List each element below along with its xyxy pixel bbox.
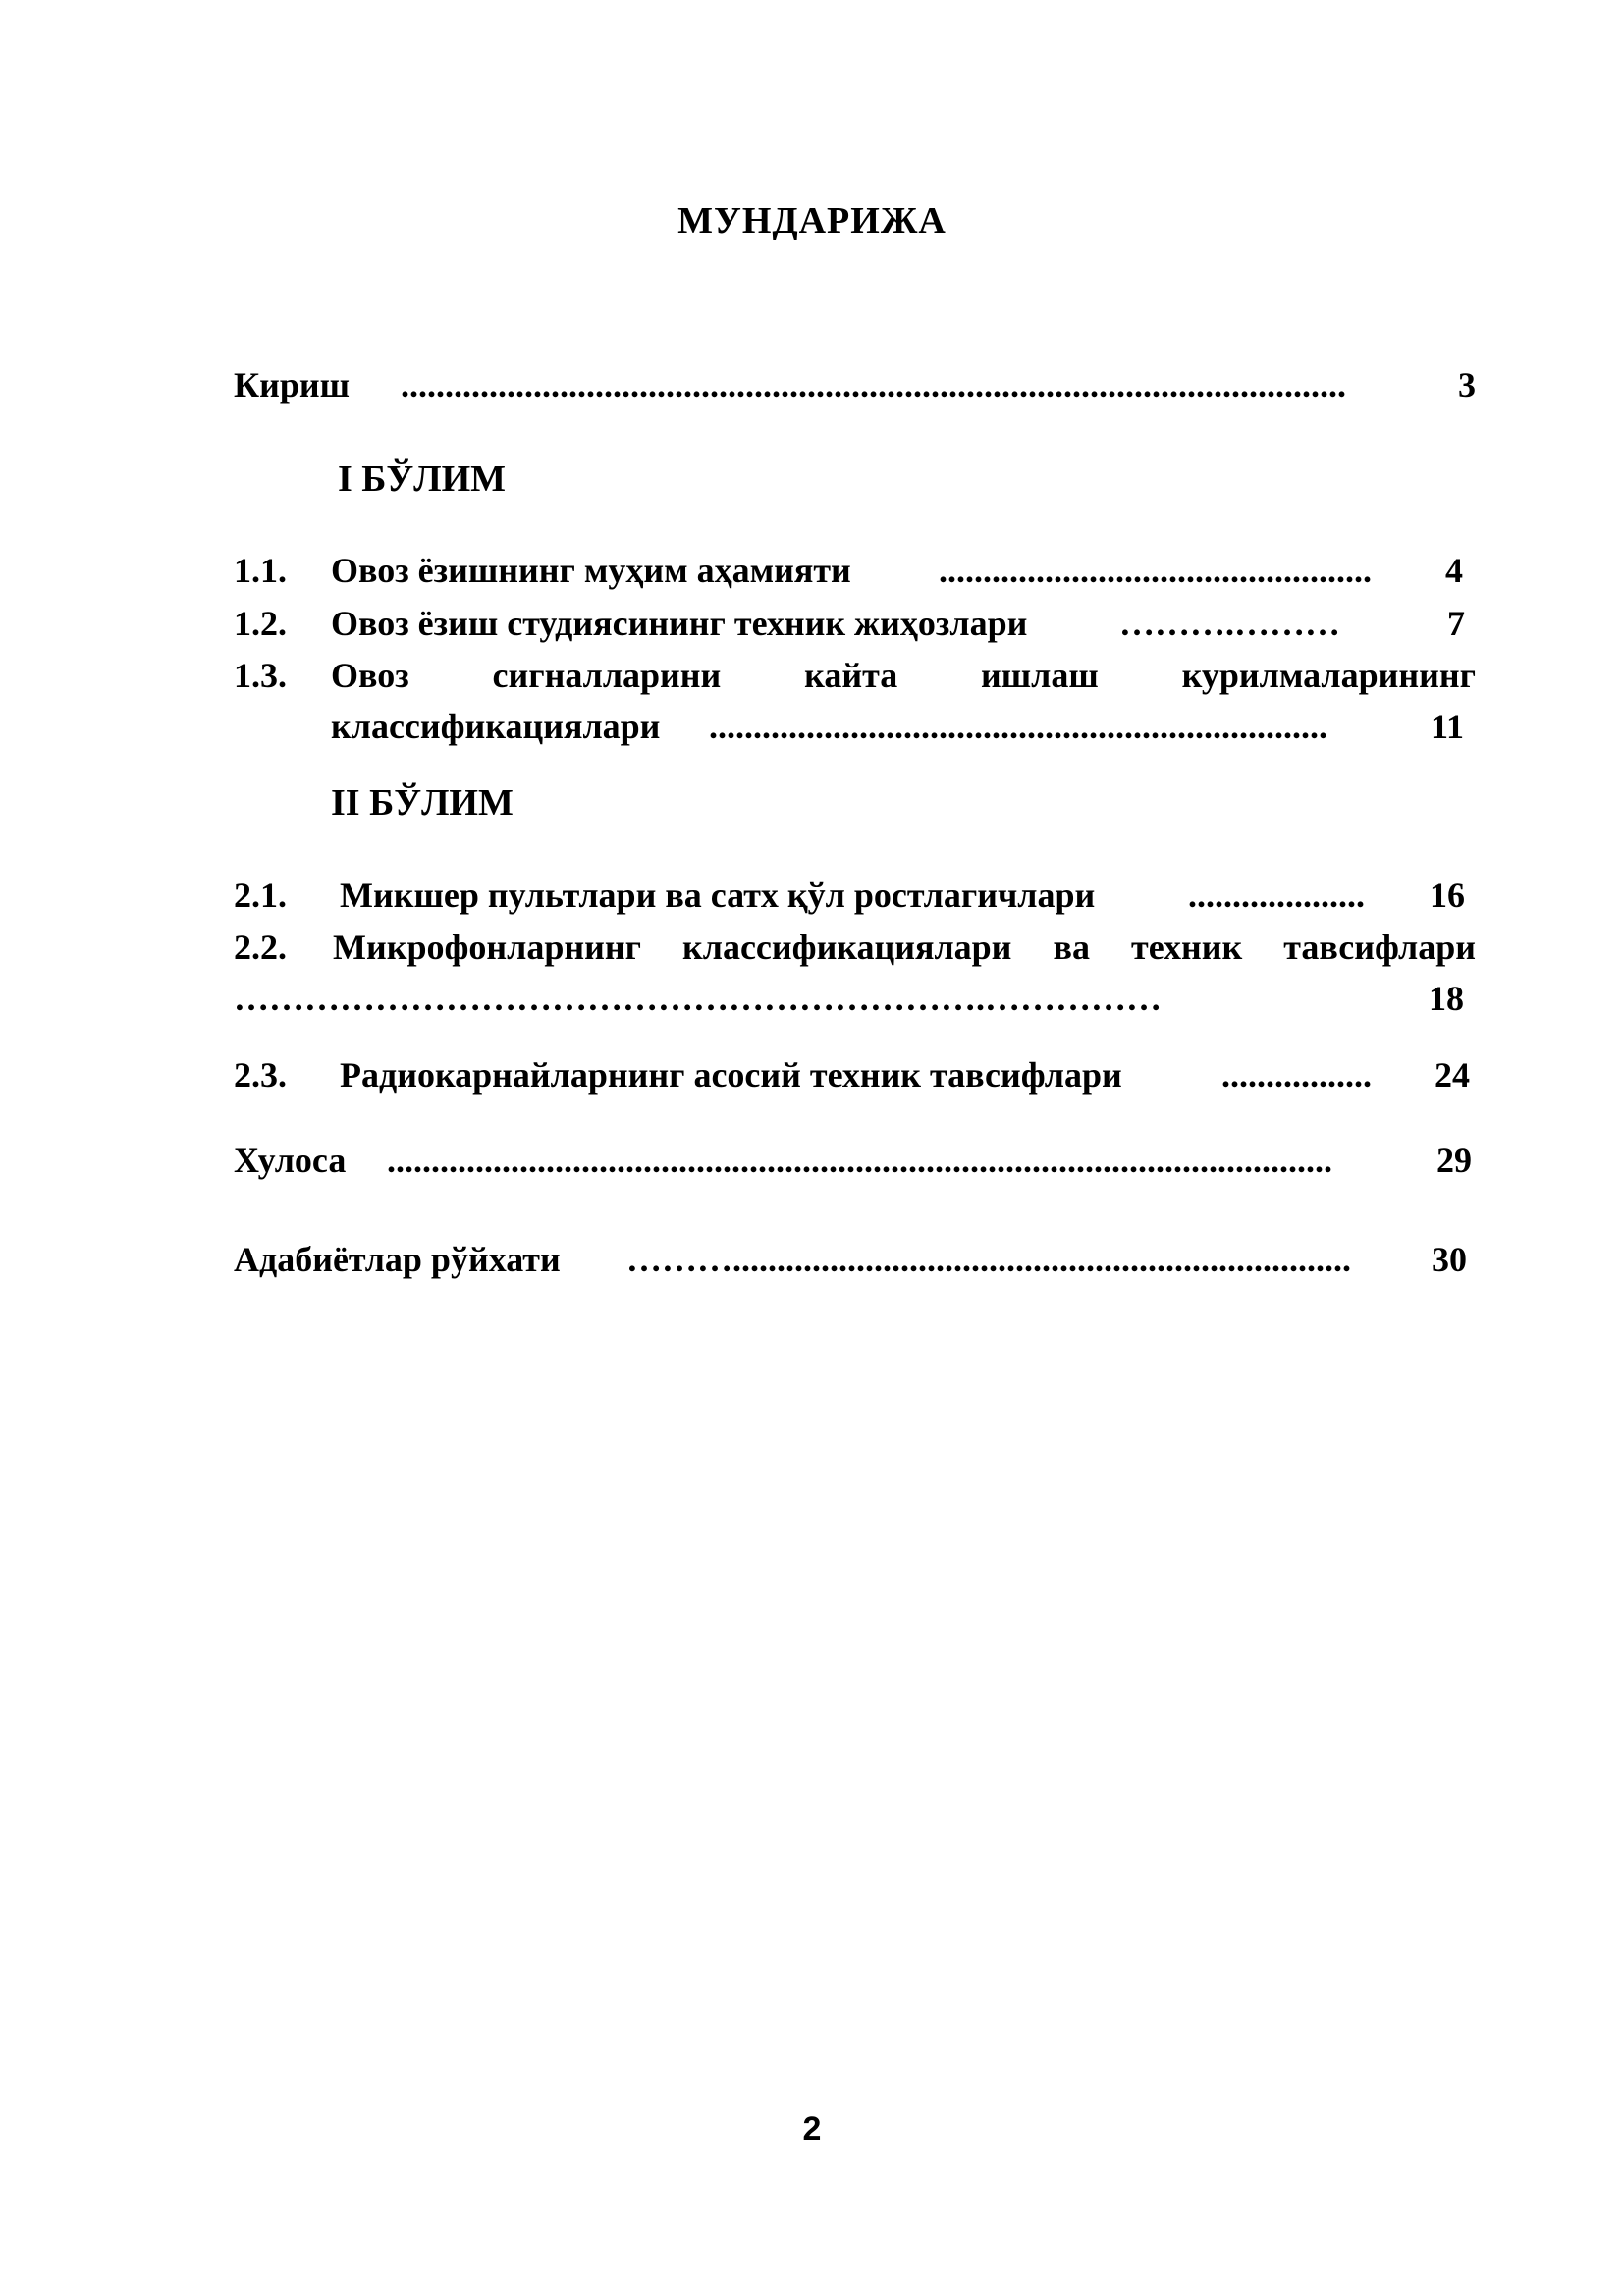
toc-word: классификациялари (682, 928, 1012, 967)
toc-page-number: 4 (1445, 551, 1463, 590)
toc-entry-1-1[interactable] (234, 551, 1463, 592)
toc-entry-2-3[interactable] (234, 1055, 1470, 1096)
toc-entry-number: 1.1. (234, 551, 287, 590)
toc-entry-intro[interactable] (234, 365, 1476, 406)
toc-word: курилмаларининг (1181, 656, 1476, 695)
toc-entry-label-line2: классификациялари (331, 707, 661, 746)
toc-entry-2-2[interactable] (234, 928, 1476, 1022)
toc-entry-label-line1 (333, 928, 1476, 967)
toc-leader-dots: ........................................................................................................... (401, 365, 1346, 404)
toc-page-number: 24 (1435, 1055, 1470, 1095)
toc-entry-label: Овоз ёзишнинг муҳим аҳамияти (331, 551, 851, 590)
toc-page-number: 3 (1458, 365, 1476, 404)
toc-entry-label: Овоз ёзиш студиясининг техник жиҳозлари (331, 604, 1028, 643)
toc-entry-1-3[interactable] (234, 656, 1476, 750)
toc-page-number: 18 (1429, 979, 1464, 1018)
toc-entry-label: Кириш (234, 365, 351, 404)
toc-entry-number: 2.3. (234, 1055, 287, 1095)
toc-entry-1-2[interactable] (234, 604, 1465, 645)
toc-leader-dots: ................. (1221, 1055, 1372, 1095)
toc-entry-label: Хулоса (234, 1141, 347, 1180)
toc-leader-dots: ................................................. (939, 551, 1372, 590)
toc-entry-number: 2.1. (234, 876, 287, 915)
toc-word: Овоз (331, 656, 409, 695)
toc-page-number: 16 (1430, 876, 1465, 915)
toc-word: техник (1131, 928, 1243, 967)
toc-word: Микрофонларнинг (333, 928, 641, 967)
page-title: МУНДАРИЖА (677, 200, 947, 241)
toc-entry-label: Адабиётлар рўйхати (234, 1240, 561, 1279)
toc-page-number: 29 (1436, 1141, 1472, 1180)
toc-entry-label: Радиокарнайларнинг асосий техник тавсифлари (340, 1055, 1122, 1095)
toc-entry-2-1[interactable] (234, 876, 1465, 917)
page-number: 2 (802, 2110, 822, 2148)
toc-entry-number: 1.2. (234, 604, 287, 643)
toc-page-number: 11 (1430, 707, 1464, 746)
toc-leader-dots: ……………………………………………………….…………… (234, 979, 1162, 1018)
toc-leader-dots: ...................................................................... (709, 707, 1327, 746)
toc-leader-dots: .................... (1188, 876, 1365, 915)
toc-entry-number: 1.3. (234, 656, 287, 695)
toc-word: тавсифлари (1283, 928, 1476, 967)
toc-leader-dots: ………...................................................................... (626, 1240, 1351, 1279)
toc-word: сигналларини (492, 656, 722, 695)
toc-entry-references[interactable] (234, 1240, 1467, 1281)
toc-entry-label-line1 (331, 656, 1476, 695)
toc-word: ва (1053, 928, 1090, 967)
toc-page-number: 7 (1447, 604, 1465, 643)
toc-entry-label: Микшер пультлари ва сатх қўл ростлагичлари (340, 876, 1096, 915)
toc-word: ишлаш (981, 656, 1099, 695)
section-heading-part1: I БЎЛИМ (338, 458, 507, 500)
toc-entry-conclusion[interactable] (234, 1141, 1472, 1182)
toc-entry-number: 2.2. (234, 928, 287, 967)
toc-leader-dots: ........................................................................................................... (387, 1141, 1332, 1180)
toc-page-number: 30 (1432, 1240, 1467, 1279)
toc-leader-dots: ……….……… (1119, 604, 1340, 643)
toc-word: кайта (804, 656, 898, 695)
section-heading-part2: II БЎЛИМ (331, 782, 514, 824)
